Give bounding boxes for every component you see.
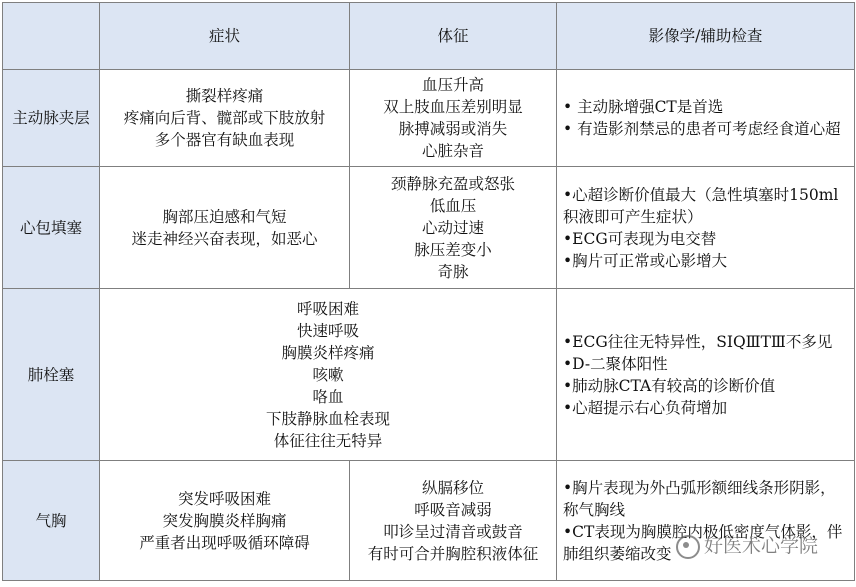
symptom-item: 下肢静脉血栓表现 [265, 409, 390, 428]
sign-item: 叩诊呈过清音或鼓音 [383, 522, 523, 541]
symptom-item: 胸部压迫感和气短 [162, 207, 287, 226]
imaging-item: •心超诊断价值最大（急性填塞时150ml积液即可产生症状） [563, 185, 839, 226]
symptom-item: 多个器官有缺血表现 [154, 131, 295, 149]
imaging-item: •ECG可表现为电交替 [563, 229, 717, 248]
imaging-cell [557, 167, 855, 289]
comparison-table [2, 2, 855, 581]
header-blank [3, 3, 100, 70]
symptom-item: 突发胸膜炎样胸痛 [162, 511, 287, 530]
imaging-item: •CT表现为胸膜腔内极低密度气体影，伴肺组织萎缩改变 [563, 522, 843, 563]
imaging-item: • 主动脉增强CT是首选 [563, 98, 724, 116]
sign-item: 脉压差变小 [414, 240, 492, 259]
sign-item: 低血压 [429, 196, 477, 215]
symptom-item: 咯血 [312, 387, 344, 406]
row-label-cardiac-tamponade: 心包填塞 [3, 167, 100, 289]
sign-item: 脉搏减弱或消失 [398, 120, 508, 138]
imaging-item: • 有造影剂禁忌的患者可考虑经食道心超 [563, 120, 841, 138]
row-label-pneumothorax: 气胸 [3, 461, 100, 581]
table-row [3, 461, 855, 581]
symptoms-cell [100, 167, 350, 289]
row-label-pulmonary-embolism: 肺栓塞 [3, 289, 100, 461]
signs-cell [350, 70, 557, 167]
sign-item: 有时可合并胸腔积液体征 [367, 544, 539, 563]
sign-item: 心脏杂音 [421, 142, 484, 160]
symptom-item: 呼吸困难 [296, 299, 359, 318]
table-row [3, 167, 855, 289]
symptom-item: 胸膜炎样疼痛 [281, 343, 375, 362]
table-row [3, 70, 855, 167]
imaging-cell [557, 70, 855, 167]
symptom-item: 迷走神经兴奋表现，如恶心 [131, 229, 318, 248]
sign-item: 呼吸音减弱 [414, 500, 492, 519]
watermark-text: 好医术心学院 [704, 535, 819, 557]
symptom-item: 快速呼吸 [296, 321, 359, 340]
symptom-item: 严重者出现呼吸循环障碍 [139, 533, 310, 552]
imaging-item: •胸片表现为外凸弧形额细线条形阴影，称气胸线 [563, 478, 836, 519]
imaging-item: •胸片可正常或心影增大 [563, 251, 728, 270]
sign-item: 血压升高 [421, 76, 484, 94]
imaging-item: •D-二聚体阳性 [563, 354, 668, 373]
table-row [3, 289, 855, 461]
sign-item: 纵膈移位 [421, 478, 484, 497]
imaging-cell [557, 289, 855, 461]
sign-item: 双上肢血压差别明显 [383, 98, 523, 116]
symptom-item: 体征往往无特异 [273, 431, 383, 450]
imaging-cell [557, 461, 855, 581]
row-label-aortic-dissection: 主动脉夹层 [3, 70, 100, 167]
symptoms-cell [100, 70, 350, 167]
header-row [3, 3, 855, 70]
symptom-item: 疼痛向后背、髋部或下肢放射 [123, 109, 326, 127]
watermark [676, 531, 818, 559]
imaging-item: •肺动脉CTA有较高的诊断价值 [563, 376, 776, 395]
combined-cell [100, 289, 557, 461]
sign-item: 奇脉 [437, 262, 469, 281]
header-imaging: 影像学/辅助检查 [557, 3, 855, 70]
symptom-item: 咳嗽 [312, 365, 344, 384]
sign-item: 心动过速 [421, 218, 484, 237]
wechat-logo-icon [676, 535, 700, 559]
imaging-item: •心超提示右心负荷增加 [563, 398, 728, 417]
sign-item: 颈静脉充盈或怒张 [390, 174, 515, 193]
header-signs: 体征 [350, 3, 557, 70]
header-symptoms: 症状 [100, 3, 350, 70]
signs-cell [350, 167, 557, 289]
imaging-item: •ECG往往无特异性，SIQⅢTⅢ不多见 [563, 332, 833, 351]
symptom-item: 撕裂样疼痛 [185, 87, 264, 105]
symptom-item: 突发呼吸困难 [177, 489, 271, 508]
signs-cell [350, 461, 557, 581]
symptoms-cell [100, 461, 350, 581]
